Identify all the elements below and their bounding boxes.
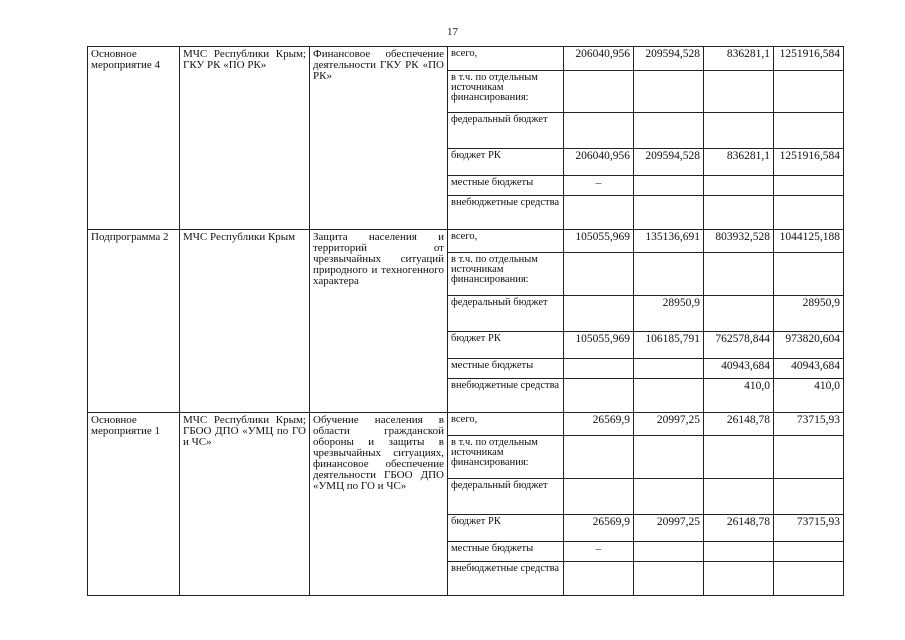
funding-source-cell: в т.ч. по отдельным источникам финансирования: <box>448 70 564 113</box>
amount-cell: 106185,791 <box>634 332 704 359</box>
amount-cell: 206040,956 <box>564 47 634 71</box>
amount-cell <box>704 113 774 149</box>
amount-cell <box>774 196 844 230</box>
amount-cell: 973820,604 <box>774 332 844 359</box>
amount-cell <box>774 175 844 195</box>
amount-cell <box>634 379 704 413</box>
activity-cell: Обучение населения в области гражданской обороны и защиты в чрезвычайных ситуациях, финансовое обеспечение деятельности ГБОО ДПО «УМЦ по ГО и ЧС» <box>310 412 448 595</box>
amount-cell <box>704 562 774 596</box>
amount-cell <box>634 541 704 561</box>
amount-cell: 40943,684 <box>704 358 774 378</box>
amount-cell <box>774 253 844 296</box>
activity-cell: Защита населения и территорий от чрезвычайных ситуаций природного и техногенного характера <box>310 229 448 412</box>
amount-cell <box>704 196 774 230</box>
amount-cell <box>634 436 704 479</box>
amount-cell <box>564 70 634 113</box>
amount-cell: 762578,844 <box>704 332 774 359</box>
program-cell: Подпрограмма 2 <box>88 229 180 412</box>
amount-cell <box>774 436 844 479</box>
program-cell: Основное мероприятие 1 <box>88 412 180 595</box>
amount-cell: – <box>564 541 634 561</box>
amount-cell <box>704 541 774 561</box>
table-row <box>88 229 844 253</box>
amount-cell: 26148,78 <box>704 412 774 436</box>
table-row <box>88 47 844 71</box>
amount-cell: 1251916,584 <box>774 149 844 176</box>
page-number: 17 <box>447 26 458 38</box>
amount-cell: 209594,528 <box>634 47 704 71</box>
amount-cell: 73715,93 <box>774 412 844 436</box>
funding-source-cell: бюджет РК <box>448 515 564 542</box>
amount-cell: 20997,25 <box>634 412 704 436</box>
amount-cell <box>564 358 634 378</box>
amount-cell <box>774 70 844 113</box>
amount-cell <box>774 562 844 596</box>
amount-cell: 40943,684 <box>774 358 844 378</box>
amount-cell: 209594,528 <box>634 149 704 176</box>
amount-cell <box>564 379 634 413</box>
amount-cell <box>564 196 634 230</box>
amount-cell: 410,0 <box>704 379 774 413</box>
amount-cell <box>704 175 774 195</box>
funding-source-cell: всего, <box>448 47 564 71</box>
amount-cell <box>704 296 774 332</box>
funding-source-cell: в т.ч. по отдельным источникам финансирования: <box>448 436 564 479</box>
amount-cell: 836281,1 <box>704 47 774 71</box>
amount-cell: 28950,9 <box>774 296 844 332</box>
amount-cell <box>774 541 844 561</box>
amount-cell <box>634 196 704 230</box>
amount-cell <box>774 479 844 515</box>
amount-cell <box>634 175 704 195</box>
funding-table <box>87 46 844 596</box>
amount-cell <box>634 113 704 149</box>
executor-cell: МЧС Республики Крым; ГКУ РК «ПО РК» <box>180 47 310 230</box>
funding-source-cell: всего, <box>448 229 564 253</box>
amount-cell <box>704 70 774 113</box>
amount-cell: 105055,969 <box>564 332 634 359</box>
amount-cell: 135136,691 <box>634 229 704 253</box>
amount-cell <box>704 253 774 296</box>
activity-cell: Финансовое обеспечение деятельности ГКУ РК «ПО РК» <box>310 47 448 230</box>
funding-source-cell: местные бюджеты <box>448 175 564 195</box>
table-row <box>88 412 844 436</box>
funding-source-cell: внебюджетные средства <box>448 196 564 230</box>
amount-cell: 803932,528 <box>704 229 774 253</box>
amount-cell: 105055,969 <box>564 229 634 253</box>
amount-cell <box>634 253 704 296</box>
amount-cell <box>704 479 774 515</box>
amount-cell <box>634 562 704 596</box>
amount-cell <box>564 253 634 296</box>
amount-cell: 206040,956 <box>564 149 634 176</box>
funding-source-cell: бюджет РК <box>448 149 564 176</box>
amount-cell <box>564 296 634 332</box>
amount-cell <box>774 113 844 149</box>
funding-source-cell: внебюджетные средства <box>448 562 564 596</box>
amount-cell <box>564 436 634 479</box>
amount-cell <box>564 562 634 596</box>
funding-source-cell: в т.ч. по отдельным источникам финансирования: <box>448 253 564 296</box>
amount-cell <box>704 436 774 479</box>
program-cell: Основное мероприятие 4 <box>88 47 180 230</box>
amount-cell <box>634 70 704 113</box>
executor-cell: МЧС Республики Крым <box>180 229 310 412</box>
amount-cell: 20997,25 <box>634 515 704 542</box>
amount-cell: 26148,78 <box>704 515 774 542</box>
funding-source-cell: внебюджетные средства <box>448 379 564 413</box>
funding-source-cell: всего, <box>448 412 564 436</box>
funding-source-cell: федеральный бюджет <box>448 296 564 332</box>
funding-source-cell: местные бюджеты <box>448 358 564 378</box>
amount-cell <box>634 479 704 515</box>
amount-cell: 1251916,584 <box>774 47 844 71</box>
amount-cell: 73715,93 <box>774 515 844 542</box>
amount-cell <box>634 358 704 378</box>
funding-source-cell: бюджет РК <box>448 332 564 359</box>
amount-cell: – <box>564 175 634 195</box>
funding-source-cell: федеральный бюджет <box>448 479 564 515</box>
amount-cell: 836281,1 <box>704 149 774 176</box>
funding-source-cell: местные бюджеты <box>448 541 564 561</box>
amount-cell: 410,0 <box>774 379 844 413</box>
amount-cell: 26569,9 <box>564 515 634 542</box>
executor-cell: МЧС Республики Крым; ГБОО ДПО «УМЦ по ГО и ЧС» <box>180 412 310 595</box>
amount-cell <box>564 479 634 515</box>
amount-cell <box>564 113 634 149</box>
amount-cell: 28950,9 <box>634 296 704 332</box>
amount-cell: 1044125,188 <box>774 229 844 253</box>
funding-source-cell: федеральный бюджет <box>448 113 564 149</box>
amount-cell: 26569,9 <box>564 412 634 436</box>
